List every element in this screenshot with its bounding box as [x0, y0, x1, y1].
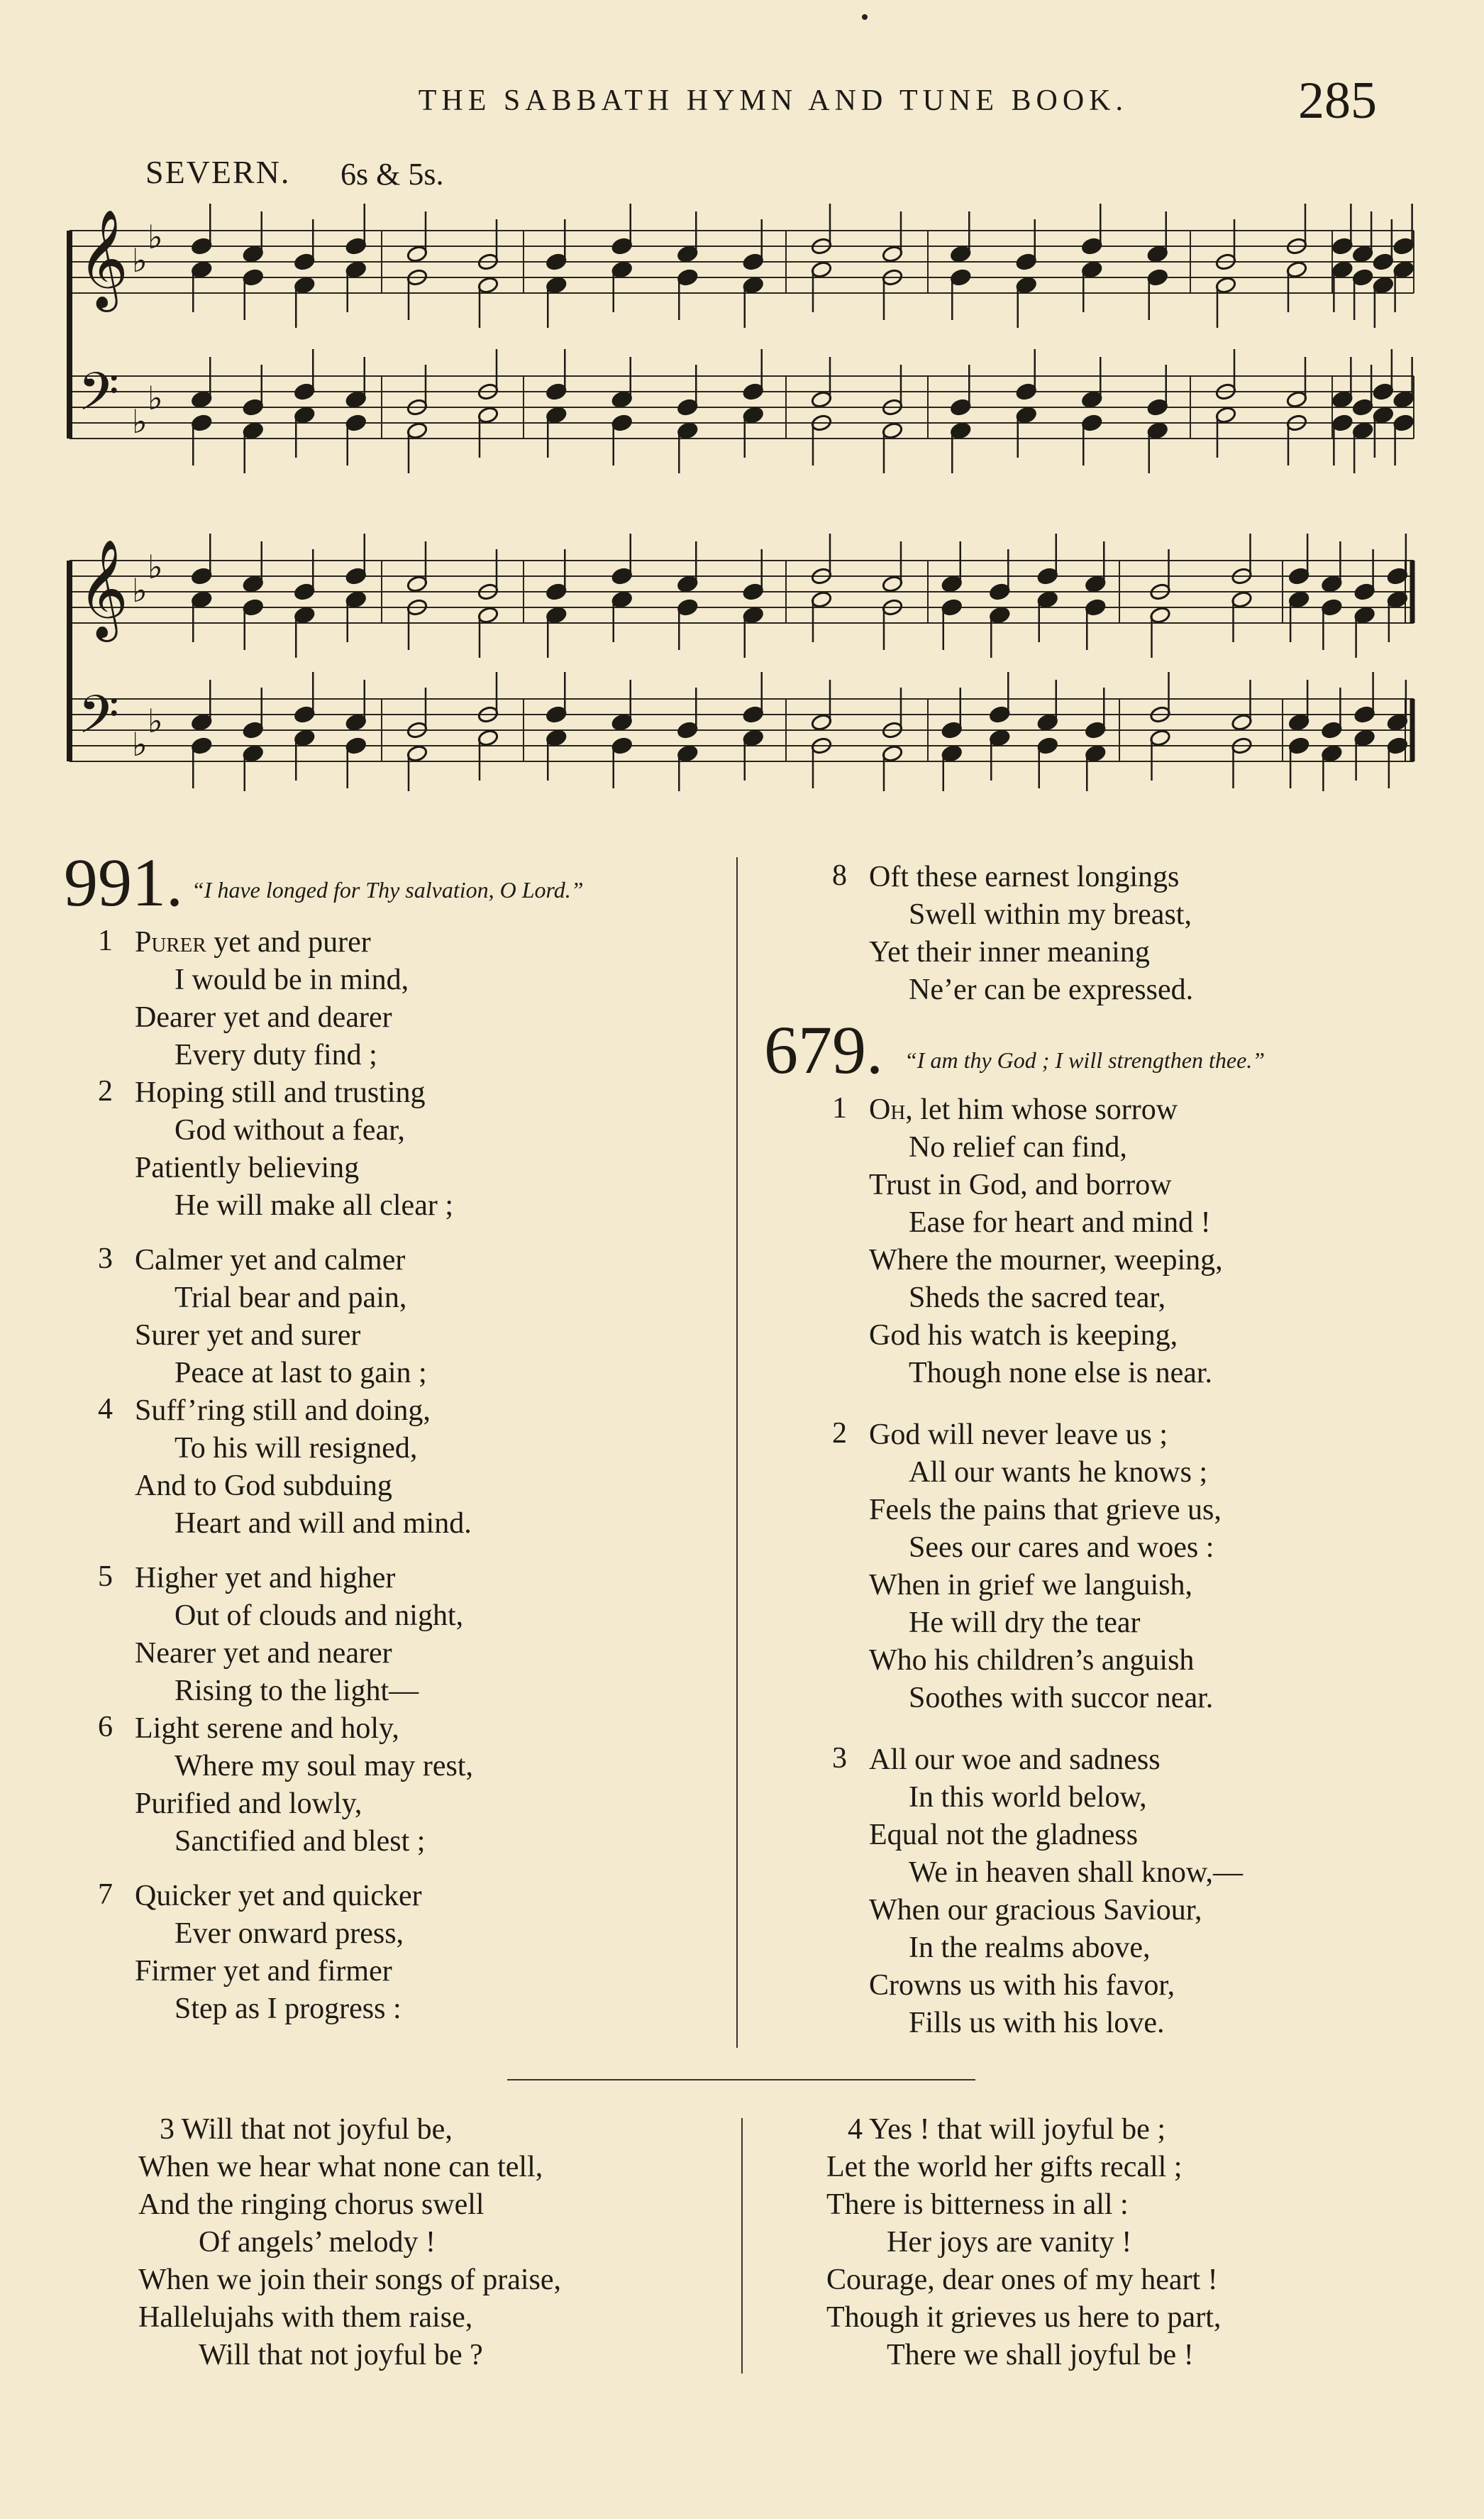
note-head	[1392, 260, 1414, 279]
verse-line: When we hear what none can tell,	[138, 2151, 543, 2183]
verse-line: 4 Yes ! that will joyful be ;	[848, 2113, 1165, 2146]
note-head	[811, 260, 833, 279]
note-head	[1085, 744, 1107, 763]
note-head	[1288, 737, 1310, 755]
spacer	[869, 1392, 1401, 1416]
verse-line: Sees our cares and woes :	[909, 1531, 1214, 1564]
note-head	[191, 737, 213, 755]
note-head	[989, 729, 1011, 747]
section-rule	[507, 2079, 975, 2080]
verse-line: Calmer yet and calmer	[135, 1244, 406, 1277]
spacer	[869, 1717, 1401, 1741]
verse-line: Where my soul may rest,	[175, 1750, 474, 1782]
note-head	[742, 253, 764, 271]
note-head	[677, 268, 699, 287]
note-head	[345, 713, 367, 732]
note-head	[941, 721, 963, 739]
verse-number: 6	[98, 1711, 113, 1743]
verse-line: Purer yet and purer	[135, 926, 371, 959]
verse-number: 8	[832, 859, 847, 892]
note-head	[1331, 414, 1353, 432]
verse-line: Ease for heart and mind !	[909, 1206, 1211, 1239]
note-head	[242, 268, 264, 287]
hymn-epigraph: “I have longed for Thy salvation, O Lord.”	[192, 877, 584, 903]
verse-line: He will dry the tear	[909, 1606, 1141, 1639]
verse-line: Peace at last to gain ;	[175, 1357, 427, 1389]
note-head	[294, 276, 316, 294]
note-head	[242, 575, 264, 593]
note-head	[811, 590, 833, 609]
verse-line: Of angels’ melody !	[199, 2226, 436, 2259]
verse-line: And the ringing chorus swell	[138, 2188, 484, 2221]
note-head	[1353, 705, 1375, 724]
note-head	[941, 598, 963, 617]
verse-line: Hallelujahs with them raise,	[138, 2301, 473, 2334]
spacer	[135, 1861, 745, 1878]
verse-line: Rising to the light—	[175, 1675, 419, 1707]
note-head	[546, 583, 567, 601]
note-head	[345, 237, 367, 255]
note-head	[546, 705, 567, 724]
note-head	[611, 737, 633, 755]
note-head	[345, 260, 367, 279]
note-head	[345, 567, 367, 585]
note-head	[477, 276, 499, 294]
verse-number: 1	[98, 925, 113, 957]
verse-number: 3	[832, 1742, 847, 1775]
note-head	[742, 705, 764, 724]
verse-line: All our wants he knows ;	[909, 1456, 1208, 1489]
note-head	[1036, 567, 1058, 585]
stanza	[98, 1710, 745, 1861]
verse-line: Let the world her gifts recall ;	[826, 2151, 1183, 2183]
verse-line: Fills us with his love.	[909, 2007, 1165, 2039]
note-head	[950, 245, 972, 263]
note-head	[1015, 382, 1037, 401]
verse-line: Courage, dear ones of my heart !	[826, 2264, 1218, 2296]
continuation-stanza-3	[138, 2111, 734, 2374]
note-head	[1321, 744, 1343, 763]
verse-line: God will never leave us ;	[869, 1418, 1168, 1451]
verse-number: 7	[98, 1878, 113, 1911]
note-head	[294, 729, 316, 747]
hymn-number: 991.	[64, 844, 183, 920]
note-head	[1015, 406, 1037, 424]
note-head	[1015, 253, 1037, 271]
verse-line: 3 Will that not joyful be,	[160, 2113, 453, 2146]
note-head	[611, 567, 633, 585]
note-head	[1081, 390, 1103, 409]
note-head	[1081, 260, 1103, 279]
verse-number: 1	[832, 1092, 847, 1125]
note-head	[1149, 606, 1171, 624]
verse-line: Sanctified and blest ;	[175, 1825, 426, 1858]
tune-name: SEVERN.	[145, 154, 291, 190]
note-head	[1146, 421, 1168, 440]
verse-line: Who his children’s anguish	[869, 1644, 1195, 1677]
stanza	[832, 1741, 1401, 2042]
note-head	[191, 390, 213, 409]
note-head	[242, 744, 264, 763]
stanza	[832, 1416, 1401, 1717]
verse-line: Soothes with succor near.	[909, 1682, 1214, 1714]
stanza	[832, 1091, 1401, 1392]
print-speck	[862, 14, 868, 20]
spacer	[135, 1225, 745, 1242]
note-head	[1373, 382, 1395, 401]
note-head	[742, 729, 764, 747]
stanza	[98, 1878, 745, 2028]
note-head	[345, 590, 367, 609]
note-head	[1036, 737, 1058, 755]
note-head	[1036, 590, 1058, 609]
verse-line: God his watch is keeping,	[869, 1319, 1178, 1352]
note-head	[1036, 713, 1058, 732]
hymn-991-stanzas	[98, 924, 745, 2028]
note-head	[1352, 398, 1374, 417]
note-head	[1331, 390, 1353, 409]
note-head	[477, 406, 499, 424]
note-head	[742, 606, 764, 624]
verse-line: Her joys are vanity !	[887, 2226, 1132, 2259]
continuation-stanza-4	[826, 2111, 1422, 2374]
note-head	[1081, 414, 1103, 432]
note-head	[811, 713, 833, 732]
treble-clef: 𝄞	[78, 539, 128, 638]
note-head	[677, 598, 699, 617]
verse-number: 2	[832, 1417, 847, 1450]
bass-clef: 𝄢	[78, 684, 119, 759]
verse-line: Nearer yet and nearer	[135, 1637, 392, 1670]
right-column	[763, 859, 1401, 2042]
stanza	[98, 1074, 745, 1225]
verse-line: When we join their songs of praise,	[138, 2264, 562, 2296]
verse-line: Hoping still and trusting	[135, 1076, 426, 1109]
note-head	[477, 729, 499, 747]
note-head	[1353, 583, 1375, 601]
verse-line: Light serene and holy,	[135, 1712, 399, 1745]
verse-line: Though none else is near.	[909, 1357, 1213, 1389]
note-head	[1081, 237, 1103, 255]
note-head	[742, 406, 764, 424]
flat-sign: ♭	[132, 571, 148, 610]
note-head	[546, 253, 567, 271]
note-head	[294, 606, 316, 624]
verse-line: He will make all clear ;	[175, 1189, 453, 1222]
music-score-system-1	[62, 202, 1419, 486]
note-head	[242, 245, 264, 263]
hymn-991	[64, 844, 745, 2028]
verse-number: 4	[98, 1393, 113, 1426]
note-head	[1392, 414, 1414, 432]
note-head	[1231, 590, 1253, 609]
note-head	[345, 414, 367, 432]
note-head	[406, 245, 428, 263]
verse-line: Will that not joyful be ?	[199, 2339, 483, 2371]
note-head	[950, 268, 972, 287]
note-head	[1373, 406, 1395, 424]
verse-line: Higher yet and higher	[135, 1562, 396, 1594]
verse-line: God without a fear,	[175, 1114, 405, 1147]
verse-line: Crowns us with his favor,	[869, 1969, 1175, 2002]
note-head	[242, 398, 264, 417]
note-head	[611, 390, 633, 409]
flat-sign: ♭	[132, 725, 148, 764]
note-head	[406, 421, 428, 440]
note-head	[1331, 237, 1353, 255]
verse-line: When our gracious Saviour,	[869, 1894, 1202, 1927]
note-head	[191, 237, 213, 255]
verse-line: Quicker yet and quicker	[135, 1880, 422, 1912]
stanza	[98, 924, 745, 1074]
verse-line: In the realms above,	[909, 1931, 1151, 1964]
verse-line: Oft these earnest longings	[869, 861, 1180, 893]
note-head	[191, 260, 213, 279]
spacer	[135, 1543, 745, 1560]
note-head	[1321, 721, 1343, 739]
note-head	[742, 583, 764, 601]
verse-line: Suff’ring still and doing,	[135, 1394, 431, 1427]
hymn-991-heading	[64, 844, 745, 924]
verse-line: Surer yet and surer	[135, 1319, 361, 1352]
flat-sign: ♭	[132, 402, 148, 441]
verse-line: Feels the pains that grieve us,	[869, 1494, 1222, 1526]
verse-line: Heart and will and mind.	[175, 1507, 472, 1540]
note-head	[1288, 567, 1310, 585]
note-head	[1353, 606, 1375, 624]
verse-line: Firmer yet and firmer	[135, 1955, 392, 1988]
note-head	[546, 606, 567, 624]
note-head	[1146, 268, 1168, 287]
stanza	[98, 1392, 745, 1543]
verse-line: Step as I progress :	[175, 1992, 402, 2025]
verse-line: I would be in mind,	[175, 964, 409, 996]
note-head	[611, 237, 633, 255]
small-caps-word: Oh	[869, 1093, 906, 1126]
hymn-number: 679.	[764, 1012, 883, 1088]
bottom-column-divider	[741, 2118, 743, 2374]
stanza	[832, 859, 1401, 1009]
note-head	[294, 382, 316, 401]
tune-meter: 6s & 5s.	[340, 157, 444, 192]
verse-line: In this world below,	[909, 1781, 1147, 1814]
note-head	[406, 575, 428, 593]
verse-line: No relief can find,	[909, 1131, 1127, 1164]
verse-line: When in grief we languish,	[869, 1569, 1193, 1602]
note-head	[1015, 276, 1037, 294]
note-head	[1286, 260, 1308, 279]
verse-line: Though it grieves us here to part,	[826, 2301, 1222, 2334]
note-head	[294, 705, 316, 724]
note-head	[1321, 598, 1343, 617]
flat-sign: ♭	[148, 218, 163, 256]
verse-line: Sheds the sacred tear,	[909, 1281, 1166, 1314]
verse-line: Dearer yet and dearer	[135, 1001, 392, 1034]
note-head	[294, 253, 316, 271]
verse-line: Trust in God, and borrow	[869, 1169, 1172, 1201]
note-head	[611, 414, 633, 432]
verse-line: Yet their inner meaning	[869, 936, 1150, 969]
note-head	[1352, 245, 1374, 263]
note-head	[950, 398, 972, 417]
note-head	[477, 606, 499, 624]
flat-sign: ♭	[148, 379, 163, 417]
verse-line: Equal not the gladness	[869, 1819, 1139, 1851]
hymn-679-stanzas	[832, 1091, 1401, 2042]
note-head	[677, 398, 699, 417]
note-head	[1149, 729, 1171, 747]
verse-line: Ever onward press,	[175, 1917, 404, 1950]
note-head	[242, 598, 264, 617]
verse-line: Every duty find ;	[175, 1039, 377, 1071]
verse-line: Where the mourner, weeping,	[869, 1244, 1223, 1277]
note-head	[882, 245, 904, 263]
note-head	[882, 575, 904, 593]
note-head	[294, 406, 316, 424]
note-head	[345, 737, 367, 755]
note-head	[1231, 713, 1253, 732]
note-head	[1085, 721, 1107, 739]
note-head	[1215, 406, 1237, 424]
verse-line: Purified and lowly,	[135, 1787, 362, 1820]
note-head	[1373, 253, 1395, 271]
verse-line: There we shall joyful be !	[887, 2339, 1194, 2371]
note-head	[546, 729, 567, 747]
note-head	[546, 276, 567, 294]
note-head	[989, 583, 1011, 601]
note-head	[294, 583, 316, 601]
verse-number: 5	[98, 1560, 113, 1593]
note-head	[611, 590, 633, 609]
note-head	[611, 713, 633, 732]
hymn-epigraph: “I am thy God ; I will strengthen thee.”	[904, 1047, 1266, 1073]
verse-number: 2	[98, 1075, 113, 1108]
verse-line: To his will resigned,	[175, 1432, 418, 1465]
note-head	[1392, 237, 1414, 255]
note-head	[677, 744, 699, 763]
note-head	[882, 744, 904, 763]
flat-sign: ♭	[148, 548, 163, 586]
note-head	[989, 705, 1011, 724]
verse-line: Out of clouds and night,	[175, 1599, 464, 1632]
verse-line: Swell within my breast,	[909, 898, 1192, 931]
note-head	[1288, 713, 1310, 732]
running-title: THE SABBATH HYMN AND TUNE BOOK.	[418, 84, 1128, 117]
note-head	[1215, 276, 1237, 294]
page-number: 285	[1298, 72, 1377, 130]
note-head	[742, 382, 764, 401]
note-head	[1353, 729, 1375, 747]
verse-line: There is bitterness in all :	[826, 2188, 1129, 2221]
note-head	[242, 421, 264, 440]
bass-clef: 𝄢	[78, 361, 119, 436]
verse-line: Patiently believing	[135, 1152, 360, 1184]
note-head	[1352, 421, 1374, 440]
music-score-system-2	[62, 529, 1419, 791]
verse-line: And to God subduing	[135, 1470, 392, 1502]
note-head	[941, 575, 963, 593]
note-head	[1085, 598, 1107, 617]
note-head	[406, 744, 428, 763]
hymn-991-stanza-8	[832, 859, 1401, 1009]
note-head	[950, 421, 972, 440]
note-head	[677, 721, 699, 739]
note-head	[677, 421, 699, 440]
stanza	[98, 1560, 745, 1710]
note-head	[345, 390, 367, 409]
verse-line: Trial bear and pain,	[175, 1281, 407, 1314]
note-head	[1392, 390, 1414, 409]
stanza	[98, 1242, 745, 1392]
hymn-679-heading	[763, 1012, 1401, 1091]
note-head	[546, 382, 567, 401]
note-head	[811, 390, 833, 409]
note-head	[1352, 268, 1374, 287]
note-head	[191, 414, 213, 432]
verse-line: We in heaven shall know,—	[909, 1856, 1243, 1889]
note-head	[191, 713, 213, 732]
note-head	[611, 260, 633, 279]
verse-line: Ne’er can be expressed.	[909, 974, 1194, 1006]
note-head	[1146, 398, 1168, 417]
note-head	[677, 575, 699, 593]
note-head	[242, 721, 264, 739]
small-caps-word: Purer	[135, 926, 206, 959]
note-head	[1286, 390, 1308, 409]
note-head	[677, 245, 699, 263]
verse-line: All our woe and sadness	[869, 1743, 1161, 1776]
note-head	[1321, 575, 1343, 593]
note-head	[1146, 245, 1168, 263]
verse-line: Oh, let him whose sorrow	[869, 1093, 1178, 1126]
note-head	[1085, 575, 1107, 593]
note-head	[742, 276, 764, 294]
flat-sign: ♭	[132, 241, 148, 280]
note-head	[546, 406, 567, 424]
note-head	[1288, 590, 1310, 609]
note-head	[989, 606, 1011, 624]
note-head	[1373, 276, 1395, 294]
note-head	[941, 744, 963, 763]
flat-sign: ♭	[148, 702, 163, 740]
note-head	[1331, 260, 1353, 279]
note-head	[191, 567, 213, 585]
verse-number: 3	[98, 1242, 113, 1275]
note-head	[191, 590, 213, 609]
note-head	[882, 421, 904, 440]
treble-clef: 𝄞	[78, 209, 128, 308]
